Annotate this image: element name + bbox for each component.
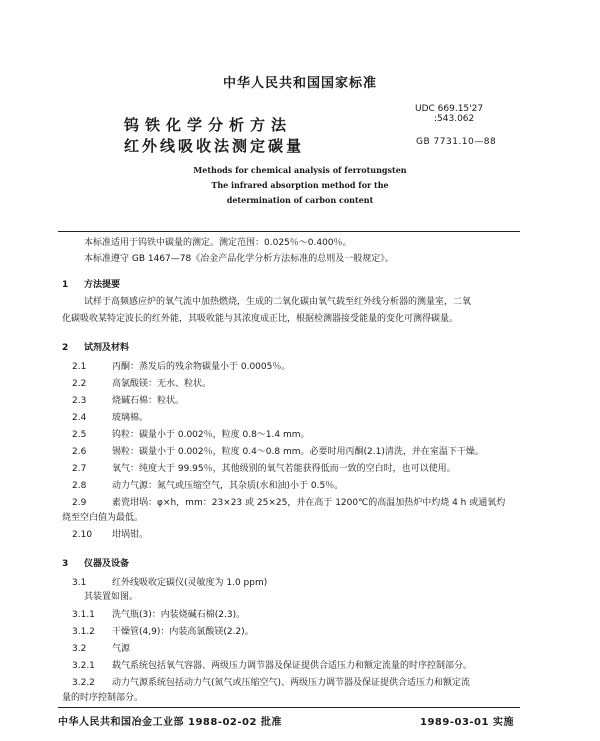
udc-code: UDC 669.15'27 xyxy=(415,104,484,114)
list-item: 3.2 气源 xyxy=(72,644,131,654)
section-title: 仪器及设备 xyxy=(84,559,130,569)
section-3-heading xyxy=(62,556,129,569)
section-number: 1 xyxy=(62,280,69,290)
section-2-heading xyxy=(62,340,129,353)
section-title: 试剂及材料 xyxy=(84,343,130,353)
list-item: 2.10 坩埚钳。 xyxy=(72,530,149,540)
intro-scope: 本标准适用于钨铁中碳量的测定。测定范围：0.025％～0.400％。 xyxy=(84,238,352,248)
udc-code-continued: :543.062 xyxy=(434,114,475,124)
list-item: 2.2 高氯酸镁：无水、粒状。 xyxy=(72,379,212,389)
list-item: 2.9 素瓷坩埚：φ×h，mm：23×23 或 25×25，并在高于 1200℃的高温加热炉中灼烧 4 h 或通氧灼 xyxy=(72,498,506,508)
section-1-line-2: 化碳吸收某特定波长的红外能，其吸收能与其浓度成正比，根据检测器接受能量的变化可测得碳量。 xyxy=(62,314,459,324)
english-title-line-2: The infrared absorption method for the xyxy=(211,180,389,190)
list-item: 2.7 氧气：纯度大于 99.95％，其他级别的氧气若能获得低而一致的空白时，也可以使用。 xyxy=(72,464,456,474)
list-item: 其装置如图。 xyxy=(84,592,139,602)
gb-number: GB 7731.10—88 xyxy=(416,137,497,147)
section-number: 3 xyxy=(62,559,69,569)
header-divider xyxy=(58,231,520,232)
list-item: 3.1 红外线吸收定碳仪(灵敏度为 1.0 ppm) xyxy=(72,578,268,588)
list-item: 2.6 锡粒：碳量小于 0.002％，粒度 0.4～0.8 mm。必要时用丙酮(2.1)清洗，并在室温下干燥。 xyxy=(72,447,484,457)
footer-divider xyxy=(58,707,520,708)
national-standard-heading: 中华人民共和国国家标准 xyxy=(222,76,377,91)
list-item: 2.5 钨粒：碳量小于 0.002％，粒度 0.8～1.4 mm。 xyxy=(72,430,310,440)
list-item: 3.1.1 洗气瓶(3)：内装烧碱石棉(2.3)。 xyxy=(72,610,246,620)
english-title-line-3: determination of carbon content xyxy=(226,195,374,205)
list-item: 2.4 玻璃棉。 xyxy=(72,413,149,423)
title-line-1: 钨铁化学分析方法 xyxy=(124,116,293,134)
effective-date: 1989-03-01 实施 xyxy=(420,717,514,728)
list-item: 烧至空白值为最低。 xyxy=(62,513,144,523)
intro-compliance: 本标准遵守 GB 1467—78《冶金产品化学分析方法标准的总则及一般规定》。 xyxy=(84,254,394,264)
list-item: 2.1 丙酮：蒸发后的残余物碳量小于 0.0005％。 xyxy=(72,362,291,372)
section-title: 方法提要 xyxy=(84,280,121,290)
title-line-2: 红外线吸收法测定碳量 xyxy=(124,137,305,155)
section-1-line-1: 试样于高频感应炉的氧气流中加热燃烧，生成的二氧化碳由氧气载至红外线分析器的测量室，二氧 xyxy=(84,297,472,307)
section-1-heading xyxy=(62,277,120,290)
list-item: 2.8 动力气源：氮气或压缩空气，其杂质(水和油)小于 0.5％。 xyxy=(72,481,344,491)
list-item: 2.3 烧碱石棉：粒状。 xyxy=(72,396,185,406)
english-title-line-1: Methods for chemical analysis of ferrotungsten xyxy=(193,165,407,175)
approval-statement: 中华人民共和国冶金工业部 1988-02-02 批准 xyxy=(58,717,282,728)
list-item: 3.2.1 载气系统包括氧气容器、两级压力调节器及保证提供合适压力和额定流量的时序控制部分。 xyxy=(72,661,473,671)
list-item: 3.2.2 动力气源系统包括动力气(氮气或压缩空气)、两级压力调节器及保证提供合适压力和额定流 xyxy=(72,678,471,688)
section-number: 2 xyxy=(62,343,69,353)
list-item: 3.1.2 干燥管(4,9)：内装高氯酸镁(2.2)。 xyxy=(72,627,254,637)
list-item: 量的时序控制部分。 xyxy=(62,693,144,703)
